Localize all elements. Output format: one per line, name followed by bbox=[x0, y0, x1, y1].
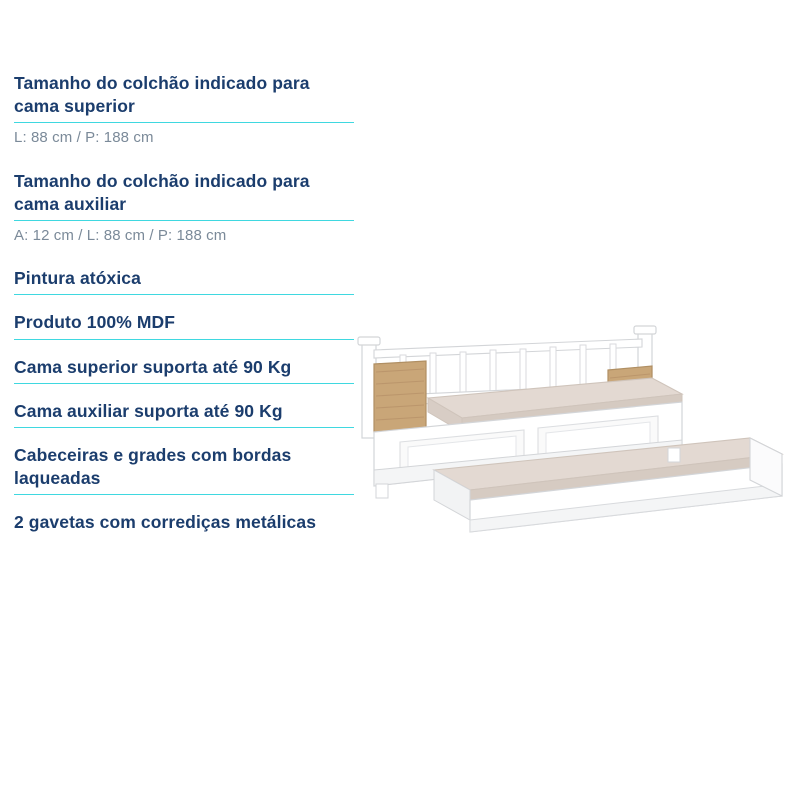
spec-title: Pintura atóxica bbox=[14, 268, 141, 289]
spec-item-headboard-edges bbox=[14, 444, 354, 495]
spec-list bbox=[14, 72, 354, 538]
spec-title: Tamanho do colchão indicado para cama superior bbox=[14, 73, 310, 117]
spacer bbox=[14, 295, 354, 311]
spec-title: Cabeceiras e grades com bordas laqueadas bbox=[14, 444, 292, 488]
wood-panel-left bbox=[374, 361, 426, 432]
spacer bbox=[14, 340, 354, 356]
spec-title: 2 gavetas com corrediças metálicas bbox=[14, 511, 317, 532]
spec-title: Produto 100% MDF bbox=[14, 312, 176, 333]
spacer bbox=[14, 148, 354, 170]
spacer bbox=[14, 384, 354, 400]
spec-item-mattress-upper bbox=[14, 72, 354, 148]
spec-item-upper-capacity bbox=[14, 356, 354, 384]
product-photo bbox=[352, 320, 792, 550]
spec-item-auxiliary-capacity bbox=[14, 400, 354, 428]
spec-title: Tamanho do colchão indicado para cama auxiliar bbox=[14, 170, 310, 214]
spacer bbox=[14, 428, 354, 444]
spec-item-paint bbox=[14, 267, 354, 295]
spec-item-material bbox=[14, 311, 354, 339]
spec-title: Cama auxiliar suporta até 90 Kg bbox=[14, 400, 283, 421]
spec-title: Cama superior suporta até 90 Kg bbox=[14, 356, 292, 377]
spacer bbox=[14, 495, 354, 511]
spec-subtitle: A: 12 cm / L: 88 cm / P: 188 cm bbox=[14, 226, 227, 244]
spec-subtitle: L: 88 cm / P: 188 cm bbox=[14, 129, 154, 147]
spacer bbox=[14, 245, 354, 267]
spec-item-drawers bbox=[14, 511, 354, 538]
spec-item-mattress-auxiliary bbox=[14, 170, 354, 246]
